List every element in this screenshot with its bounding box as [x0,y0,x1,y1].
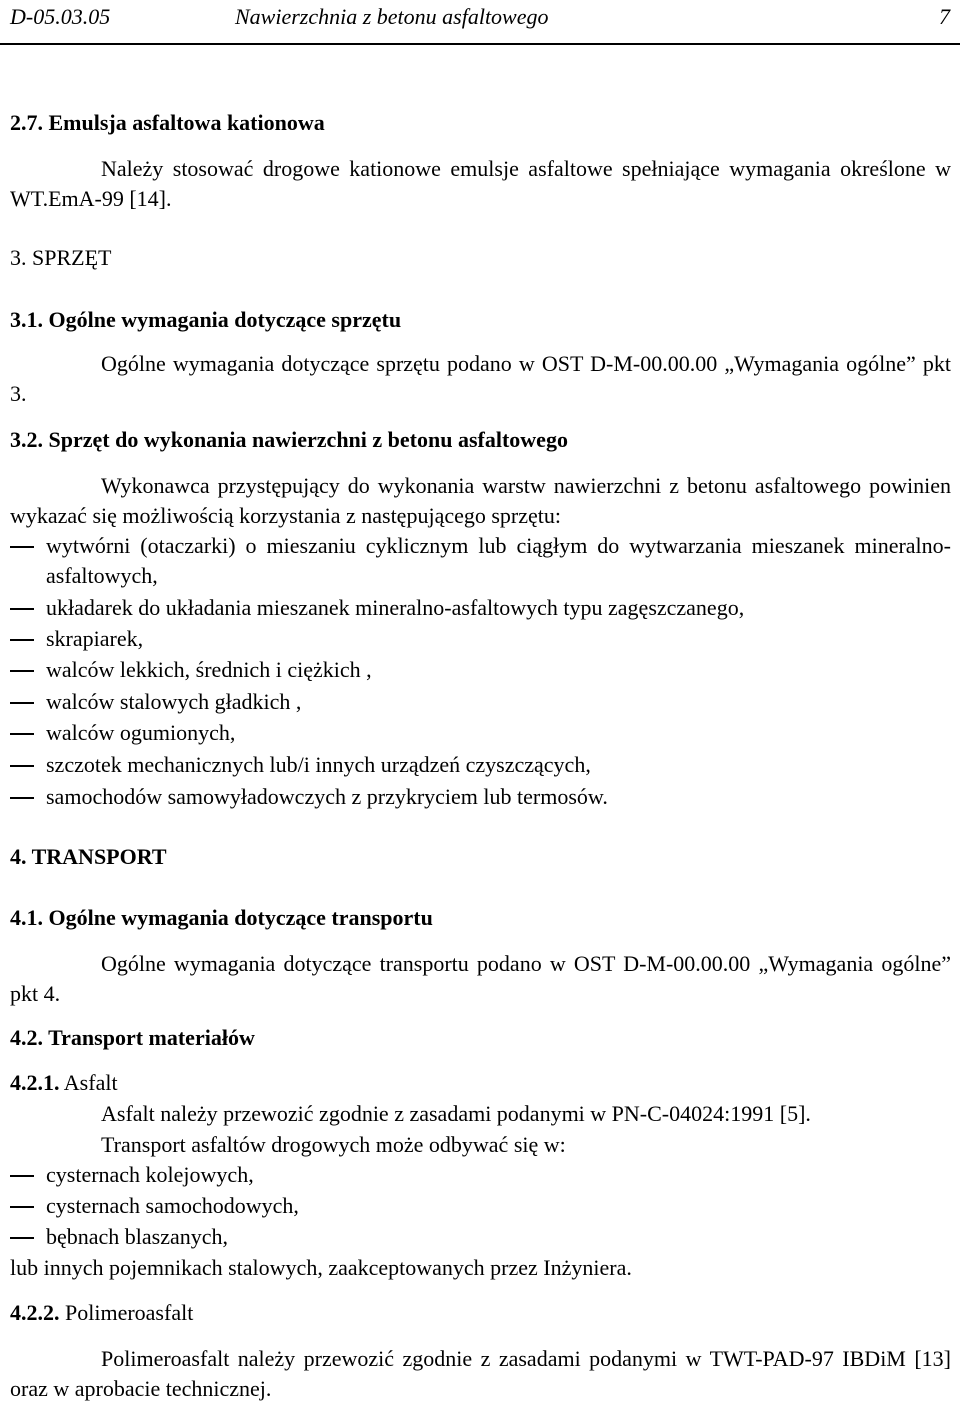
section-4-1-paragraph: Ogólne wymagania dotyczące transportu podano w OST D-M-00.00.00 „Wymagania ogólne” pkt 4. [10,951,951,1006]
header-title: Nawierzchnia z betonu asfaltowego [235,4,549,29]
section-4-2-2-paragraph: Polimeroasfalt należy przewozić zgodnie z zasadami podanymi w TWT-PAD-97 IBDiM [13] oraz w aprobacie technicznej. [10,1346,951,1401]
section-4-2-2-title: Polimeroasfalt [65,1300,194,1325]
list-item: cysternach kolejowych, [46,1162,254,1187]
section-3-2-heading: 3.2. Sprzęt do wykonania nawierzchni z betonu asfaltowego [10,427,568,452]
list-dash [10,1206,34,1208]
section-3-1-paragraph: Ogólne wymagania dotyczące sprzętu podano w OST D-M-00.00.00 „Wymagania ogólne” pkt 3. [10,351,951,406]
section-4-heading: 4. TRANSPORT [10,844,167,869]
section-3-2-paragraph: Wykonawca przystępujący do wykonania warstw nawierzchni z betonu asfaltowego powinien wykazać się możliwością korzystania z następującego sprzętu: [10,473,951,528]
section-4-2-1-heading [10,1068,951,1098]
section-4-2-1-tail: lub innych pojemnikach stalowych, zaakceptowanych przez Inżyniera. [10,1255,632,1280]
section-2-7-heading: 2.7. Emulsja asfaltowa kationowa [10,110,325,135]
section-3-heading: 3. SPRZĘT [10,245,112,270]
list-dash [10,546,34,548]
list-item: walców ogumionych, [46,720,236,745]
list-dash [10,702,34,704]
header-rule [0,43,960,45]
list-item: skrapiarek, [46,626,144,651]
list-dash [10,1237,34,1239]
page-header [0,0,960,44]
list-dash [10,670,34,672]
list-dash [10,797,34,799]
section-4-2-heading: 4.2. Transport materiałów [10,1025,255,1050]
list-dash [10,733,34,735]
list-item: samochodów samowyładowczych z przykryciem lub termosów. [46,784,608,809]
list-dash [10,639,34,641]
header-page-number: 7 [939,4,950,29]
section-4-2-1-paragraph-2: Transport asfaltów drogowych może odbywać się w: [101,1132,566,1157]
list-item: walców stalowych gładkich , [46,689,302,714]
list-item: cysternach samochodowych, [46,1193,299,1218]
list-dash [10,1175,34,1177]
section-4-2-1-paragraph-1: Asfalt należy przewozić zgodnie z zasadami podanymi w PN-C-04024:1991 [5]. [101,1101,811,1126]
list-item: bębnach blaszanych, [46,1224,229,1249]
list-item: szczotek mechanicznych lub/i innych urządzeń czyszczących, [46,752,591,777]
section-4-2-1-number: 4.2.1. [10,1070,60,1095]
section-4-2-1-title: Asfalt [63,1070,118,1095]
header-spec-code: D-05.03.05 [10,4,111,29]
section-4-1-heading: 4.1. Ogólne wymagania dotyczące transportu [10,905,433,930]
list-item: wytwórni (otaczarki) o mieszaniu cyklicznym lub ciągłym do wytwarzania mieszanek mineralno-asfaltowych, [46,533,951,588]
section-3-1-heading: 3.1. Ogólne wymagania dotyczące sprzętu [10,307,402,332]
section-4-2-2-number: 4.2.2. [10,1300,60,1325]
list-dash [10,765,34,767]
list-item: walców lekkich, średnich i ciężkich , [46,657,372,682]
list-item: układarek do układania mieszanek mineralno-asfaltowych typu zagęszczanego, [46,595,745,620]
section-4-2-2-heading [10,1298,951,1328]
list-dash [10,608,34,610]
section-2-7-paragraph: Należy stosować drogowe kationowe emulsje asfaltowe spełniające wymagania określone w WT.EmA-99 [14]. [10,156,951,211]
